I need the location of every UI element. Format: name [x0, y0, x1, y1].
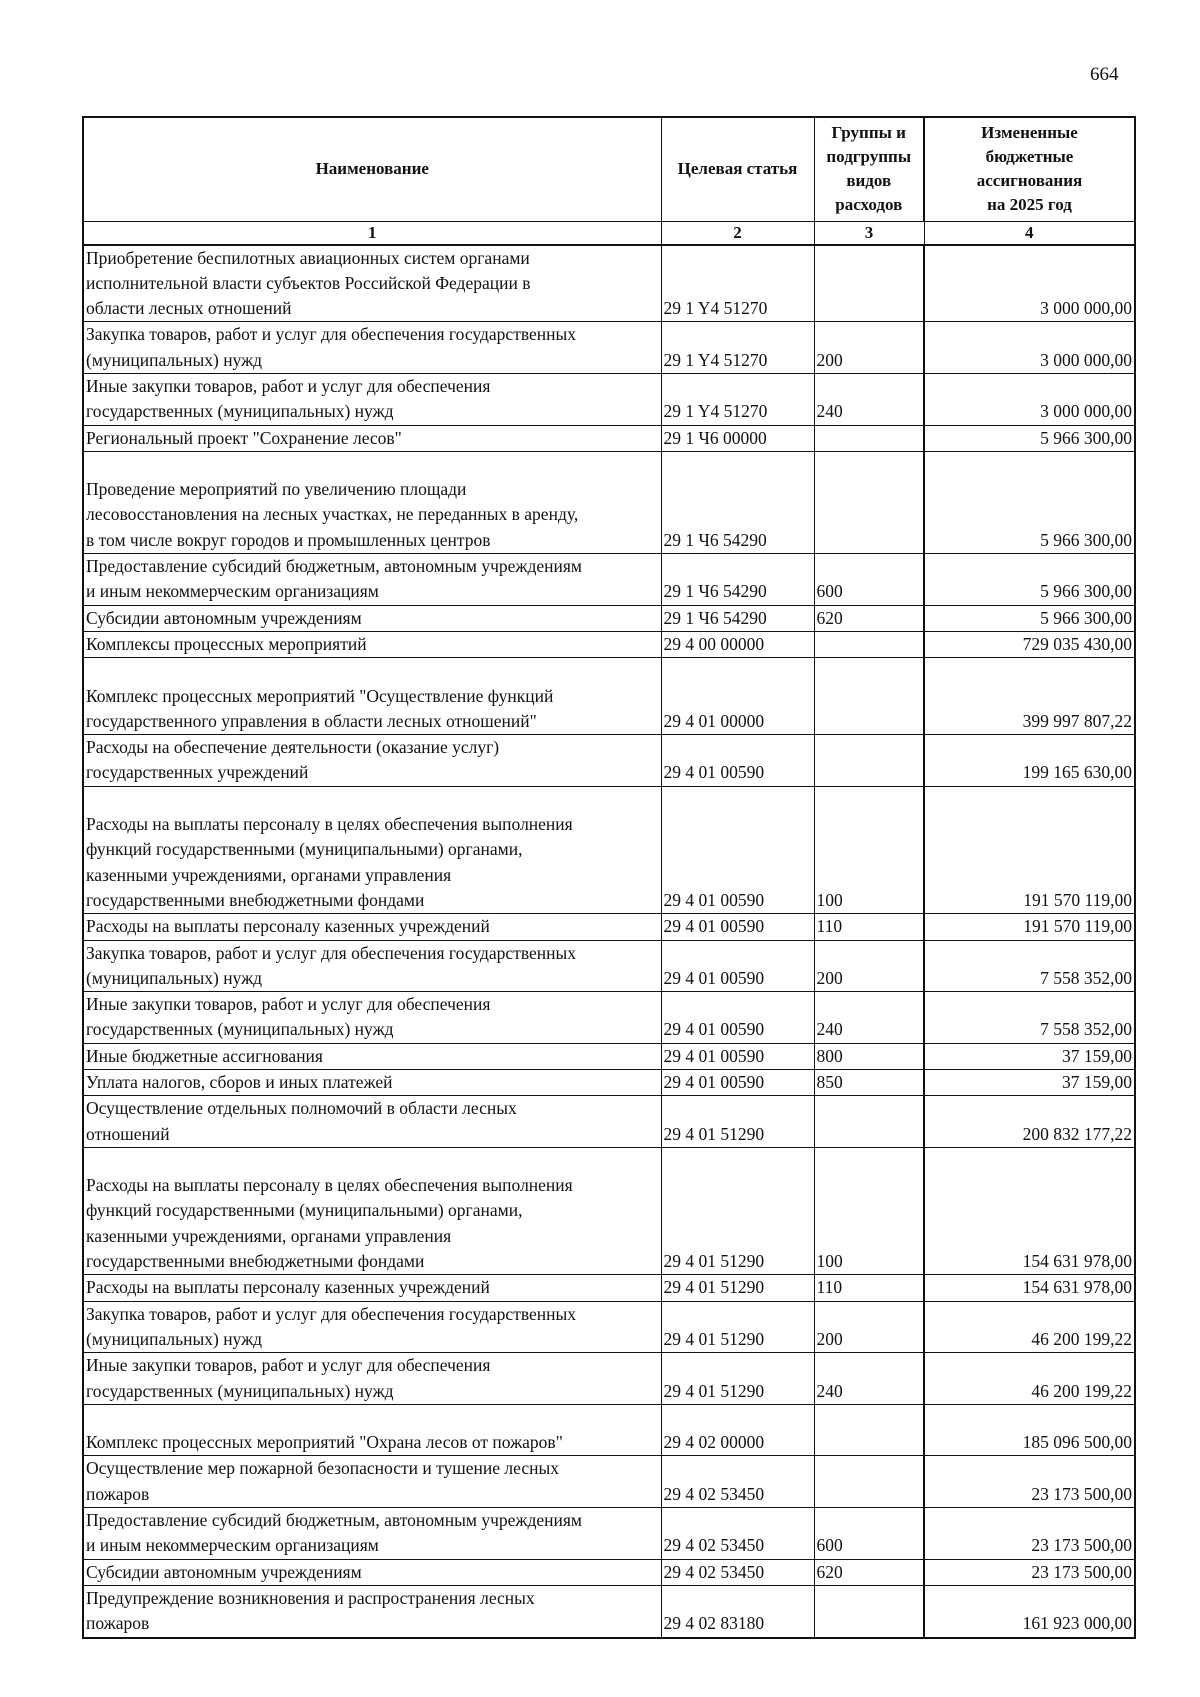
row-expense-group: 100: [814, 1147, 924, 1274]
table-row: [83, 940, 1135, 992]
table-row: [83, 1353, 1135, 1405]
row-expense-group: [814, 245, 924, 322]
row-target-article: 29 1 Y4 51270: [661, 245, 814, 322]
row-name-line: исполнительной власти субъектов Российской Федерации в: [86, 272, 531, 293]
row-name-line: (муниципальных) нужд: [86, 1328, 263, 1349]
row-target-article: 29 4 02 00000: [661, 1404, 814, 1456]
header-target-article: Целевая статья: [661, 117, 814, 221]
row-name: [83, 1353, 661, 1405]
row-amount: 154 631 978,00: [924, 1147, 1135, 1274]
row-amount: 191 570 119,00: [924, 914, 1135, 940]
row-amount: 5 966 300,00: [924, 605, 1135, 631]
row-target-article: 29 4 01 00590: [661, 992, 814, 1044]
row-target-article: 29 4 01 00590: [661, 735, 814, 787]
row-target-article: 29 4 02 53450: [661, 1559, 814, 1585]
table-row: [83, 322, 1135, 374]
row-name-line: государственных (муниципальных) нужд: [86, 1380, 394, 1401]
row-name-line: [86, 658, 659, 683]
table-body: [83, 245, 1135, 1638]
row-name: [83, 373, 661, 425]
row-expense-group: 240: [814, 992, 924, 1044]
row-target-article: 29 4 01 51290: [661, 1096, 814, 1148]
row-amount: 37 159,00: [924, 1043, 1135, 1069]
row-amount: 191 570 119,00: [924, 786, 1135, 913]
row-amount: 729 035 430,00: [924, 631, 1135, 657]
row-amount: 3 000 000,00: [924, 245, 1135, 322]
row-name-line: Закупка товаров, работ и услуг для обеспечения государственных: [86, 324, 577, 345]
budget-table: [82, 116, 1136, 1639]
row-amount: 199 165 630,00: [924, 735, 1135, 787]
table-row: [83, 992, 1135, 1044]
header-budget-allocations-line: бюджетные: [985, 147, 1074, 167]
row-name-line: Расходы на выплаты персоналу казенных учреждений: [86, 916, 490, 937]
table-row: [83, 1456, 1135, 1508]
row-expense-group: [814, 1585, 924, 1637]
row-amount: 46 200 199,22: [924, 1353, 1135, 1405]
row-expense-group: [814, 735, 924, 787]
row-name-line: Закупка товаров, работ и услуг для обеспечения государственных: [86, 942, 577, 963]
row-name-line: в том числе вокруг городов и промышленных центров: [86, 529, 491, 550]
row-amount: 3 000 000,00: [924, 322, 1135, 374]
row-name-line: Расходы на выплаты персоналу в целях обеспечения выполнения: [86, 1175, 573, 1196]
table-row: [83, 1559, 1135, 1585]
column-number: 3: [814, 221, 924, 245]
row-name-line: Комплекс процессных мероприятий "Охрана лесов от пожаров": [86, 1432, 563, 1453]
header-name: Наименование: [83, 117, 661, 221]
row-name: [83, 1585, 661, 1637]
row-name-line: (муниципальных) нужд: [86, 967, 263, 988]
row-name: [83, 1404, 661, 1456]
header-expense-groups-line: Группы и: [831, 123, 906, 143]
row-name: [83, 992, 661, 1044]
row-name-line: Предоставление субсидий бюджетным, автономным учреждениям: [86, 556, 583, 577]
row-name: [83, 1456, 661, 1508]
row-amount: 37 159,00: [924, 1070, 1135, 1096]
table-row: [83, 425, 1135, 451]
row-amount: 3 000 000,00: [924, 373, 1135, 425]
row-name-line: государственными внебюджетными фондами: [86, 1251, 425, 1272]
row-target-article: 29 1 Y4 51270: [661, 373, 814, 425]
row-name-line: государственных (муниципальных) нужд: [86, 1019, 394, 1040]
row-name: [83, 425, 661, 451]
row-name-line: пожаров: [86, 1613, 150, 1634]
row-name-line: Предупреждение возникновения и распространения лесных: [86, 1587, 535, 1608]
row-name: [83, 451, 661, 553]
table-row: [83, 554, 1135, 606]
row-expense-group: 800: [814, 1043, 924, 1069]
row-name-line: государственных (муниципальных) нужд: [86, 401, 394, 422]
row-name-line: Приобретение беспилотных авиационных систем органами: [86, 247, 530, 268]
row-expense-group: 850: [814, 1070, 924, 1096]
row-target-article: 29 4 01 51290: [661, 1301, 814, 1353]
row-expense-group: 110: [814, 1275, 924, 1301]
row-target-article: 29 4 01 51290: [661, 1353, 814, 1405]
table-row: [83, 658, 1135, 735]
row-name: [83, 1043, 661, 1069]
row-target-article: 29 4 00 00000: [661, 631, 814, 657]
row-expense-group: 200: [814, 322, 924, 374]
row-target-article: 29 1 Ч6 00000: [661, 425, 814, 451]
row-name-line: Иные закупки товаров, работ и услуг для обеспечения: [86, 994, 491, 1015]
table-row: [83, 373, 1135, 425]
row-name-line: (муниципальных) нужд: [86, 349, 263, 370]
table-row: [83, 1508, 1135, 1560]
table-row: [83, 1096, 1135, 1148]
row-expense-group: [814, 1456, 924, 1508]
row-target-article: 29 4 01 51290: [661, 1147, 814, 1274]
row-name-line: Комплекс процессных мероприятий "Осуществление функций: [86, 685, 554, 706]
row-name-line: Проведение мероприятий по увеличению площади: [86, 479, 467, 500]
row-expense-group: 600: [814, 554, 924, 606]
row-name-line: Расходы на выплаты персоналу в целях обеспечения выполнения: [86, 814, 573, 835]
row-expense-group: [814, 631, 924, 657]
row-name: [83, 1559, 661, 1585]
row-name-line: казенными учреждениями, органами управления: [86, 1225, 452, 1246]
table-row: [83, 245, 1135, 322]
row-expense-group: [814, 1096, 924, 1148]
row-name-line: и иным некоммерческим организациям: [86, 581, 379, 602]
row-name-line: функций государственными (муниципальными) органами,: [86, 1200, 523, 1221]
row-name-line: Иные закупки товаров, работ и услуг для обеспечения: [86, 375, 491, 396]
row-name: [83, 735, 661, 787]
row-name: [83, 658, 661, 735]
row-name-line: [86, 452, 659, 477]
row-amount: 7 558 352,00: [924, 992, 1135, 1044]
row-name: [83, 245, 661, 322]
header-expense-groups: [814, 117, 924, 221]
row-amount: 23 173 500,00: [924, 1559, 1135, 1585]
row-target-article: 29 4 01 00000: [661, 658, 814, 735]
table-row: [83, 735, 1135, 787]
row-target-article: 29 4 01 00590: [661, 786, 814, 913]
row-expense-group: 110: [814, 914, 924, 940]
column-number: 4: [924, 221, 1135, 245]
row-name-line: Осуществление отдельных полномочий в области лесных: [86, 1098, 517, 1119]
row-target-article: 29 4 02 53450: [661, 1508, 814, 1560]
row-name: [83, 1275, 661, 1301]
table-row: [83, 1585, 1135, 1637]
row-target-article: 29 1 Ч6 54290: [661, 554, 814, 606]
row-amount: 23 173 500,00: [924, 1508, 1135, 1560]
row-name-line: казенными учреждениями, органами управления: [86, 864, 452, 885]
row-target-article: 29 4 01 00590: [661, 914, 814, 940]
row-amount: 200 832 177,22: [924, 1096, 1135, 1148]
row-name-line: Субсидии автономным учреждениям: [86, 1561, 362, 1582]
row-name: [83, 1147, 661, 1274]
row-amount: 5 966 300,00: [924, 451, 1135, 553]
row-expense-group: 620: [814, 605, 924, 631]
row-amount: 185 096 500,00: [924, 1404, 1135, 1456]
row-expense-group: 100: [814, 786, 924, 913]
row-name-line: пожаров: [86, 1483, 150, 1504]
row-name-line: Субсидии автономным учреждениям: [86, 607, 362, 628]
page-number: 664: [1090, 64, 1119, 85]
row-name-line: Предоставление субсидий бюджетным, автономным учреждениям: [86, 1510, 583, 1531]
header-row: [83, 117, 1135, 221]
row-name: [83, 1301, 661, 1353]
row-name: [83, 1096, 661, 1148]
row-amount: 23 173 500,00: [924, 1456, 1135, 1508]
row-amount: 161 923 000,00: [924, 1585, 1135, 1637]
row-amount: 46 200 199,22: [924, 1301, 1135, 1353]
header-expense-groups-line: подгруппы: [826, 147, 912, 167]
row-name: [83, 1070, 661, 1096]
row-name: [83, 554, 661, 606]
row-amount: 5 966 300,00: [924, 425, 1135, 451]
row-name: [83, 914, 661, 940]
row-target-article: 29 1 Ч6 54290: [661, 451, 814, 553]
table-row: [83, 451, 1135, 553]
row-expense-group: 240: [814, 373, 924, 425]
header-budget-allocations-line: Измененные: [981, 123, 1078, 143]
row-name-line: Расходы на выплаты персоналу казенных учреждений: [86, 1277, 490, 1298]
row-name-line: [86, 787, 659, 812]
header-budget-allocations-line: на 2025 год: [987, 195, 1072, 215]
row-name-line: [86, 1148, 659, 1173]
row-expense-group: [814, 1404, 924, 1456]
row-name-line: государственных учреждений: [86, 762, 309, 783]
row-name-line: области лесных отношений: [86, 298, 292, 319]
row-expense-group: [814, 425, 924, 451]
row-target-article: 29 1 Y4 51270: [661, 322, 814, 374]
row-name: [83, 1508, 661, 1560]
row-name: [83, 940, 661, 992]
column-number: 2: [661, 221, 814, 245]
row-name-line: и иным некоммерческим организациям: [86, 1535, 379, 1556]
row-name-line: Иные закупки товаров, работ и услуг для обеспечения: [86, 1355, 491, 1376]
row-target-article: 29 4 01 00590: [661, 1043, 814, 1069]
header-budget-allocations-line: ассигнования: [976, 171, 1083, 191]
row-name-line: отношений: [86, 1123, 170, 1144]
row-amount: 154 631 978,00: [924, 1275, 1135, 1301]
header-expense-groups-line: расходов: [835, 195, 903, 215]
row-expense-group: 200: [814, 940, 924, 992]
row-name-line: функций государственными (муниципальными) органами,: [86, 839, 523, 860]
row-target-article: 29 4 01 00590: [661, 940, 814, 992]
row-name-line: государственного управления в области лесных отношений": [86, 710, 537, 731]
row-name-line: [86, 1405, 659, 1430]
row-target-article: 29 4 01 51290: [661, 1275, 814, 1301]
table-row: [83, 1275, 1135, 1301]
row-expense-group: [814, 658, 924, 735]
table-row: [83, 605, 1135, 631]
row-name-line: Закупка товаров, работ и услуг для обеспечения государственных: [86, 1303, 577, 1324]
table-row: [83, 631, 1135, 657]
row-expense-group: 620: [814, 1559, 924, 1585]
row-name-line: государственными внебюджетными фондами: [86, 889, 425, 910]
table-row: [83, 914, 1135, 940]
row-target-article: 29 4 01 00590: [661, 1070, 814, 1096]
row-name: [83, 605, 661, 631]
row-expense-group: 240: [814, 1353, 924, 1405]
row-amount: 5 966 300,00: [924, 554, 1135, 606]
row-name-line: Региональный проект "Сохранение лесов": [86, 427, 402, 448]
row-name-line: Уплата налогов, сборов и иных платежей: [86, 1072, 393, 1092]
row-target-article: 29 1 Ч6 54290: [661, 605, 814, 631]
table-row: [83, 1301, 1135, 1353]
row-expense-group: 600: [814, 1508, 924, 1560]
row-name: [83, 786, 661, 913]
header-budget-allocations: [924, 117, 1135, 221]
row-name-line: лесовосстановления на лесных участках, не переданных в аренду,: [86, 504, 579, 525]
row-name-line: Иные бюджетные ассигнования: [86, 1045, 323, 1066]
row-expense-group: [814, 451, 924, 553]
row-name: [83, 322, 661, 374]
row-target-article: 29 4 02 53450: [661, 1456, 814, 1508]
table-row: [83, 1404, 1135, 1456]
row-name-line: Расходы на обеспечение деятельности (оказание услуг): [86, 737, 500, 758]
row-expense-group: 200: [814, 1301, 924, 1353]
table-row: [83, 786, 1135, 913]
row-amount: 399 997 807,22: [924, 658, 1135, 735]
row-target-article: 29 4 02 83180: [661, 1585, 814, 1637]
column-number: 1: [83, 221, 661, 245]
column-number-row: [83, 221, 1135, 245]
header-expense-groups-line: видов: [846, 171, 892, 191]
table-row: [83, 1043, 1135, 1069]
row-name-line: Комплексы процессных мероприятий: [86, 633, 367, 654]
table-row: [83, 1147, 1135, 1274]
row-name-line: Осуществление мер пожарной безопасности и тушение лесных: [86, 1458, 559, 1479]
table-row: [83, 1070, 1135, 1096]
row-amount: 7 558 352,00: [924, 940, 1135, 992]
row-name: [83, 631, 661, 657]
